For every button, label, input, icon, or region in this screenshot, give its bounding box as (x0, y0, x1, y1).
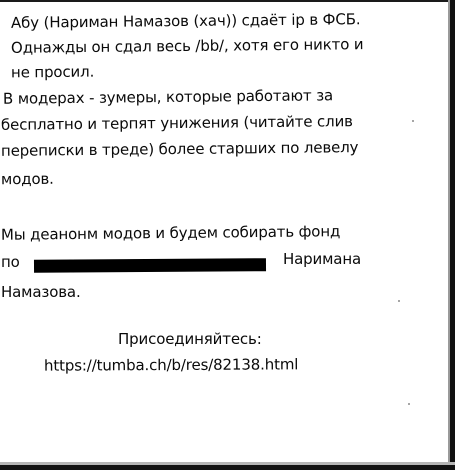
scan-speck (408, 403, 410, 405)
paragraph1-line1: Абу (Нариман Намазов (хач)) сдаёт ip в ФСБ. (10, 10, 361, 32)
paragraph2-line1: В модерах - зумеры, которые работают за (2, 86, 334, 108)
paragraph3-line1: Мы деанонм модов и будем собирать фонд (0, 222, 341, 244)
paragraph1-line3: не просил. (10, 62, 95, 82)
scan-edge-bottom (0, 465, 455, 470)
scan-speck (398, 300, 400, 302)
paragraph1-line2: Однажды он сдал весь /bb/, хотя его никто и (10, 35, 364, 57)
redaction-bar (34, 258, 266, 273)
paragraph3-line3: Намазова. (1, 283, 81, 301)
thread-url: https://tumba.ch/b/res/82138.html (43, 355, 299, 375)
scan-edge-top (0, 0, 455, 2)
paragraph2-line3: переписки в треде) более старших по левелу (0, 138, 359, 160)
join-text: Присоединяйтесь: (118, 330, 262, 348)
scan-speck (412, 120, 414, 122)
paragraph2-line4: модов. (0, 169, 54, 189)
paragraph3-line2-start: по (1, 253, 20, 271)
paragraph3-line2-end: Наримана (283, 250, 362, 268)
paragraph2-line2: бесплатно и терпят унижения (читайте слив (0, 112, 353, 134)
scan-edge-right (450, 0, 455, 470)
